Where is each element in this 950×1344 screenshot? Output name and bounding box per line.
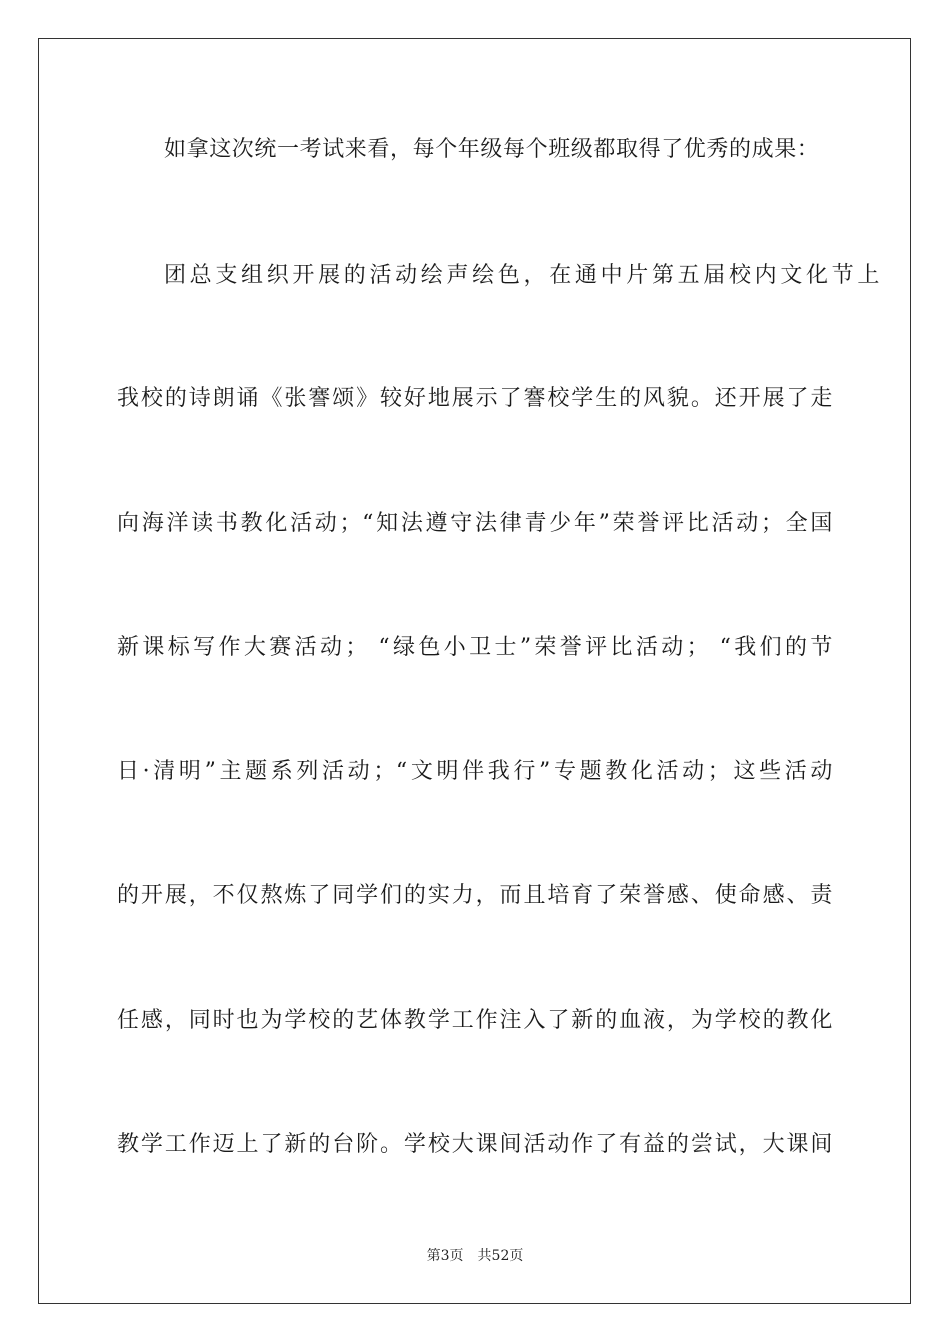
page-number: 第3页 — [426, 1248, 464, 1264]
page-border — [38, 38, 911, 1304]
paragraph-line: 我校的诗朗诵《张謇颂》较好地展示了謇校学生的风貌。还开展了走 — [117, 386, 833, 411]
paragraph-line: 向海洋读书教化活动；“知法遵守法律青少年”荣誉评比活动；全国 — [117, 511, 833, 536]
paragraph-line: 日·清明”主题系列活动；“文明伴我行”专题教化活动；这些活动 — [117, 759, 833, 784]
paragraph-line: 团总支组织开展的活动绘声绘色，在通中片第五届校内文化节上 — [164, 263, 880, 288]
paragraph-line: 教学工作迈上了新的台阶。学校大课间活动作了有益的尝试，大课间 — [117, 1132, 833, 1157]
paragraph-line: 任感，同时也为学校的艺体教学工作注入了新的血液，为学校的教化 — [117, 1008, 833, 1033]
paragraph-line: 的开展，不仅熬炼了同学们的实力，而且培育了荣誉感、使命感、责 — [117, 883, 833, 908]
paragraph-line: 如拿这次统一考试来看，每个年级每个班级都取得了优秀的成果： — [164, 137, 820, 162]
page-footer — [0, 1247, 950, 1265]
paragraph-line: 新课标写作大赛活动； “绿色小卫士”荣誉评比活动； “我们的节 — [117, 635, 833, 660]
page-total: 共52页 — [477, 1248, 524, 1264]
